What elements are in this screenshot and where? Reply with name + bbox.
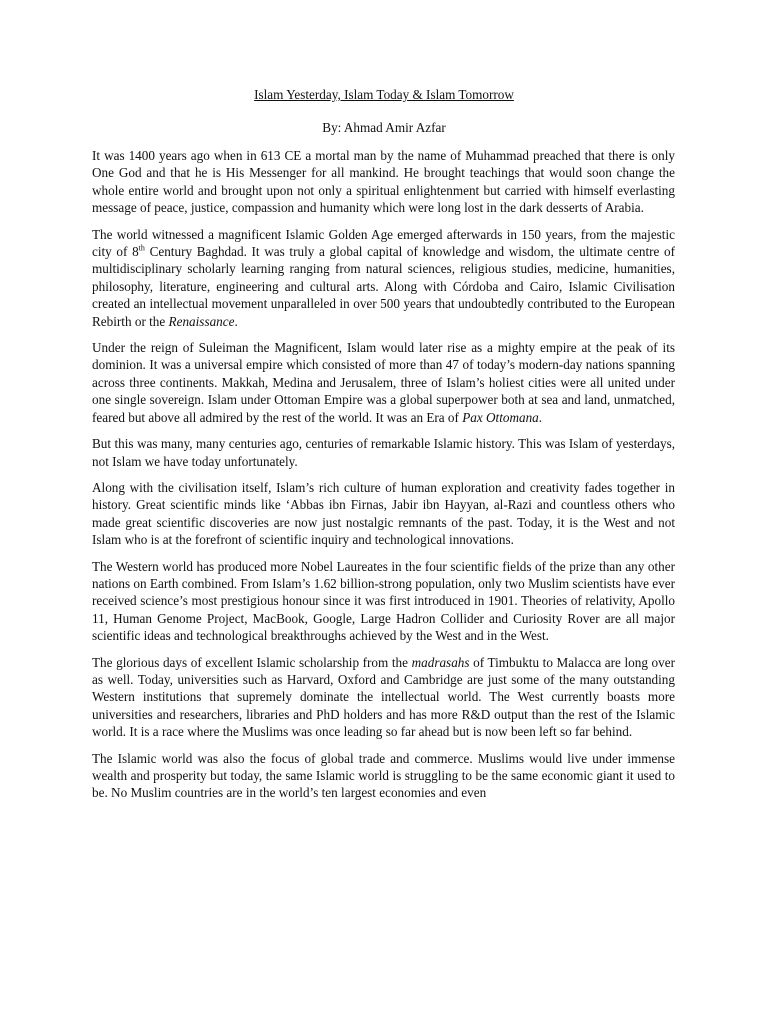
paragraph-3-italic: Pax Ottomana bbox=[462, 409, 539, 425]
paragraph-2-superscript: th bbox=[138, 243, 145, 253]
paragraph-3 bbox=[92, 339, 675, 426]
document-body bbox=[92, 147, 675, 811]
paragraph-2-text-a: The world witnessed a magnificent Islamic Golden Age emerged afterwards in 150 years, from the majestic city of 8 bbox=[92, 226, 675, 260]
paragraph-8: The Islamic world was also the focus of global trade and commerce. Muslims would live under immense wealth and prosperity but today, the same Islamic world is struggling to be the same economic giant it used to be. No Muslim countries are in the world’s ten largest economies and even bbox=[92, 750, 675, 801]
paragraph-4: But this was many, many centuries ago, centuries of remarkable Islamic history. This was Islam of yesterdays, not Islam we have today unfortunately. bbox=[92, 436, 675, 469]
paragraph-2-text-b: Century Baghdad. It was truly a global capital of knowledge and wisdom, the ultimate centre of multidisciplinary scholarly learning ranging from natural sciences, religious studies, medicine, humanities, philosophy, literature, engineering and cultural arts. Along with Córdoba and Cairo, Islamic Civilisation created an intellectual movement unparalleled in over 500 years that undoubtedly contributed to the European Rebirth or the bbox=[92, 244, 675, 329]
paragraph-7 bbox=[92, 654, 675, 741]
paragraph-7-text-b: of Timbuktu to Malacca are long over as well. Today, universities such as Harvard, Oxford and Cambridge are just some of the many outstanding Western institutions that supremely dominate the intellectual world. The West currently boasts more universities and researchers, libraries and PhD holders and has more R&D output than the rest of the Islamic world. It is a race where the Muslims was once leading so far ahead but is now been left so far behind. bbox=[92, 654, 675, 740]
paragraph-2 bbox=[92, 226, 675, 330]
paragraph-3-text-a: Under the reign of Suleiman the Magnificent, Islam would later rise as a mighty empire at the peak of its dominion. It was a universal empire which consisted of more than 47 of today’s modern-day nations spanning across three continents. Makkah, Medina and Jerusalem, three of Islam’s holiest cities were all united under one single sovereign. Islam under Ottoman Empire was a global superpower both at sea and land, unmatched, feared but above all admired by the rest of the world. It was an Era of bbox=[92, 340, 675, 425]
paragraph-2-italic: Renaissance bbox=[168, 313, 235, 329]
document-byline: By: Ahmad Amir Azfar bbox=[322, 120, 446, 135]
paragraph-6: The Western world has produced more Nobel Laureates in the four scientific fields of the prize than any other nations on Earth combined. From Islam’s 1.62 billion-strong population, only two Muslim scientists have ever received science’s most prestigious honour since it was first introduced in 1901. Theories of relativity, Apollo 11, Human Genome Project, MacBook, Google, Large Hadron Collider and Curiosity Rover are all major scientific ideas and technological breakthroughs achieved by the West and in the West. bbox=[92, 558, 675, 644]
paragraph-3-text-b: . bbox=[538, 409, 543, 425]
paragraph-7-italic: madrasahs bbox=[411, 654, 470, 670]
paragraph-2-text-c: . bbox=[234, 313, 238, 329]
paragraph-1: It was 1400 years ago when in 613 CE a mortal man by the name of Muhammad preached that there is only One God and that he is His Messenger for all mankind. He brought teachings that would soon change the whole entire world and brought upon not only a spiritual enlightenment but carried with himself everlasting message of peace, justice, compassion and humanity which were long lost in the dark desserts of Arabia. bbox=[92, 148, 675, 216]
paragraph-5: Along with the civilisation itself, Islam’s rich culture of human exploration and creativity fades together in history. Great scientific minds like ‘Abbas ibn Firnas, Jabir ibn Hayyan, al-Razi and countless others who made great scientific discoveries are now just nostalgic remnants of the past. Today, it is the West and not Islam who is at the forefront of scientific inquiry and technological innovations. bbox=[92, 479, 675, 548]
paragraph-7-text-a: The glorious days of excellent Islamic scholarship from the bbox=[92, 654, 412, 670]
document-title: Islam Yesterday, Islam Today & Islam Tomorrow bbox=[254, 87, 514, 102]
